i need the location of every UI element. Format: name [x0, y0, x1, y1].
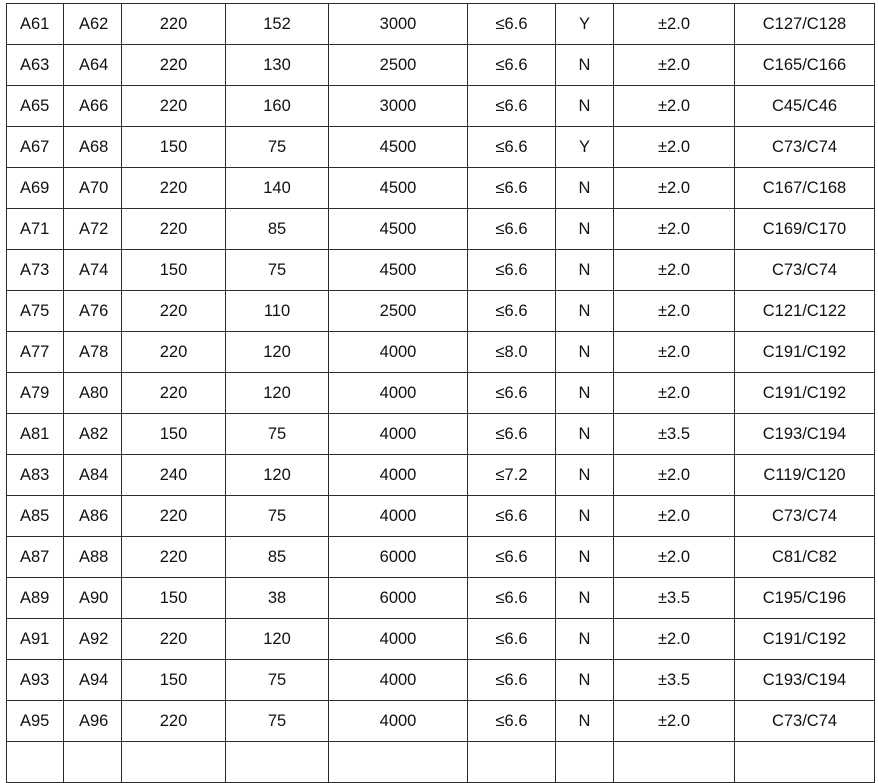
tolerance-cell: ±2.0: [614, 4, 735, 45]
code-b-cell: A96: [64, 701, 122, 742]
table-row: [7, 455, 875, 496]
value-2-cell: [226, 742, 329, 783]
value-2-cell: 75: [226, 496, 329, 537]
limit-cell: ≤6.6: [468, 619, 556, 660]
tolerance-cell: ±3.5: [614, 578, 735, 619]
reference-cell: C81/C82: [735, 537, 875, 578]
tolerance-cell: ±2.0: [614, 86, 735, 127]
flag-cell: N: [556, 619, 614, 660]
value-1-cell: 220: [122, 4, 226, 45]
flag-cell: N: [556, 209, 614, 250]
value-1-cell: [122, 742, 226, 783]
limit-cell: ≤6.6: [468, 373, 556, 414]
limit-cell: ≤6.6: [468, 168, 556, 209]
code-b-cell: A94: [64, 660, 122, 701]
flag-cell: N: [556, 578, 614, 619]
value-3-cell: 4000: [329, 414, 468, 455]
reference-cell: C167/C168: [735, 168, 875, 209]
code-a-cell: A81: [7, 414, 64, 455]
code-a-cell: A67: [7, 127, 64, 168]
limit-cell: ≤8.0: [468, 332, 556, 373]
flag-cell: N: [556, 86, 614, 127]
limit-cell: ≤6.6: [468, 45, 556, 86]
code-b-cell: A62: [64, 4, 122, 45]
flag-cell: N: [556, 701, 614, 742]
code-a-cell: A77: [7, 332, 64, 373]
value-1-cell: 220: [122, 496, 226, 537]
spec-table: [6, 3, 875, 783]
value-1-cell: 220: [122, 537, 226, 578]
tolerance-cell: ±2.0: [614, 496, 735, 537]
table-row: [7, 742, 875, 783]
tolerance-cell: ±2.0: [614, 332, 735, 373]
tolerance-cell: ±2.0: [614, 250, 735, 291]
value-2-cell: 120: [226, 619, 329, 660]
code-b-cell: A66: [64, 86, 122, 127]
table-row: [7, 168, 875, 209]
table-row: [7, 537, 875, 578]
code-a-cell: A65: [7, 86, 64, 127]
limit-cell: ≤6.6: [468, 414, 556, 455]
table-row: [7, 619, 875, 660]
value-1-cell: 220: [122, 619, 226, 660]
code-a-cell: A73: [7, 250, 64, 291]
reference-cell: [735, 742, 875, 783]
flag-cell: N: [556, 660, 614, 701]
tolerance-cell: ±2.0: [614, 168, 735, 209]
tolerance-cell: ±2.0: [614, 455, 735, 496]
value-2-cell: 152: [226, 4, 329, 45]
reference-cell: C119/C120: [735, 455, 875, 496]
value-1-cell: 220: [122, 209, 226, 250]
code-a-cell: [7, 742, 64, 783]
table-row: [7, 701, 875, 742]
value-1-cell: 220: [122, 332, 226, 373]
flag-cell: N: [556, 414, 614, 455]
code-a-cell: A79: [7, 373, 64, 414]
flag-cell: N: [556, 496, 614, 537]
value-1-cell: 150: [122, 250, 226, 291]
value-1-cell: 240: [122, 455, 226, 496]
flag-cell: [556, 742, 614, 783]
table-row: [7, 332, 875, 373]
table-row: [7, 291, 875, 332]
code-b-cell: A84: [64, 455, 122, 496]
table-row: [7, 496, 875, 537]
reference-cell: C127/C128: [735, 4, 875, 45]
value-3-cell: 2500: [329, 291, 468, 332]
value-2-cell: 120: [226, 373, 329, 414]
value-1-cell: 150: [122, 660, 226, 701]
limit-cell: ≤6.6: [468, 578, 556, 619]
reference-cell: C191/C192: [735, 373, 875, 414]
tolerance-cell: ±3.5: [614, 414, 735, 455]
value-2-cell: 120: [226, 455, 329, 496]
code-a-cell: A87: [7, 537, 64, 578]
reference-cell: C191/C192: [735, 619, 875, 660]
value-3-cell: 4000: [329, 619, 468, 660]
reference-cell: C73/C74: [735, 250, 875, 291]
value-2-cell: 75: [226, 250, 329, 291]
reference-cell: C193/C194: [735, 660, 875, 701]
code-b-cell: A68: [64, 127, 122, 168]
table-row: [7, 578, 875, 619]
value-1-cell: 220: [122, 373, 226, 414]
limit-cell: ≤6.6: [468, 701, 556, 742]
code-b-cell: A86: [64, 496, 122, 537]
limit-cell: ≤6.6: [468, 86, 556, 127]
value-3-cell: 4000: [329, 660, 468, 701]
limit-cell: ≤7.2: [468, 455, 556, 496]
flag-cell: N: [556, 250, 614, 291]
reference-cell: C73/C74: [735, 127, 875, 168]
value-1-cell: 150: [122, 578, 226, 619]
limit-cell: ≤6.6: [468, 537, 556, 578]
code-a-cell: A89: [7, 578, 64, 619]
value-2-cell: 75: [226, 127, 329, 168]
value-1-cell: 220: [122, 45, 226, 86]
reference-cell: C193/C194: [735, 414, 875, 455]
code-b-cell: A72: [64, 209, 122, 250]
value-3-cell: 4000: [329, 332, 468, 373]
table-row: [7, 660, 875, 701]
value-3-cell: 4000: [329, 455, 468, 496]
limit-cell: [468, 742, 556, 783]
code-b-cell: A82: [64, 414, 122, 455]
value-1-cell: 220: [122, 701, 226, 742]
table-row: [7, 209, 875, 250]
table-row: [7, 86, 875, 127]
reference-cell: C165/C166: [735, 45, 875, 86]
code-a-cell: A71: [7, 209, 64, 250]
reference-cell: C73/C74: [735, 496, 875, 537]
code-b-cell: A80: [64, 373, 122, 414]
spec-table-container: [6, 3, 874, 783]
value-2-cell: 75: [226, 660, 329, 701]
table-row: [7, 250, 875, 291]
code-a-cell: A61: [7, 4, 64, 45]
table-row: [7, 127, 875, 168]
code-b-cell: A78: [64, 332, 122, 373]
value-2-cell: 130: [226, 45, 329, 86]
code-a-cell: A69: [7, 168, 64, 209]
value-2-cell: 140: [226, 168, 329, 209]
flag-cell: Y: [556, 127, 614, 168]
value-3-cell: 4500: [329, 250, 468, 291]
code-b-cell: [64, 742, 122, 783]
reference-cell: C195/C196: [735, 578, 875, 619]
flag-cell: N: [556, 168, 614, 209]
code-a-cell: A83: [7, 455, 64, 496]
tolerance-cell: ±2.0: [614, 619, 735, 660]
limit-cell: ≤6.6: [468, 127, 556, 168]
flag-cell: N: [556, 537, 614, 578]
code-b-cell: A76: [64, 291, 122, 332]
reference-cell: C121/C122: [735, 291, 875, 332]
spec-table-body: [7, 4, 875, 783]
value-3-cell: 6000: [329, 578, 468, 619]
value-3-cell: [329, 742, 468, 783]
code-b-cell: A88: [64, 537, 122, 578]
value-1-cell: 150: [122, 127, 226, 168]
value-1-cell: 220: [122, 291, 226, 332]
code-b-cell: A74: [64, 250, 122, 291]
tolerance-cell: ±2.0: [614, 209, 735, 250]
table-row: [7, 4, 875, 45]
table-row: [7, 45, 875, 86]
tolerance-cell: ±2.0: [614, 127, 735, 168]
tolerance-cell: ±3.5: [614, 660, 735, 701]
code-b-cell: A90: [64, 578, 122, 619]
limit-cell: ≤6.6: [468, 291, 556, 332]
code-a-cell: A93: [7, 660, 64, 701]
value-2-cell: 85: [226, 537, 329, 578]
value-3-cell: 3000: [329, 86, 468, 127]
value-3-cell: 4000: [329, 496, 468, 537]
limit-cell: ≤6.6: [468, 496, 556, 537]
value-3-cell: 4500: [329, 127, 468, 168]
reference-cell: C191/C192: [735, 332, 875, 373]
reference-cell: C169/C170: [735, 209, 875, 250]
limit-cell: ≤6.6: [468, 4, 556, 45]
code-a-cell: A85: [7, 496, 64, 537]
code-a-cell: A63: [7, 45, 64, 86]
code-b-cell: A64: [64, 45, 122, 86]
tolerance-cell: ±2.0: [614, 537, 735, 578]
flag-cell: N: [556, 332, 614, 373]
value-1-cell: 150: [122, 414, 226, 455]
value-3-cell: 3000: [329, 4, 468, 45]
value-3-cell: 4500: [329, 209, 468, 250]
flag-cell: N: [556, 373, 614, 414]
value-2-cell: 120: [226, 332, 329, 373]
limit-cell: ≤6.6: [468, 660, 556, 701]
value-2-cell: 75: [226, 701, 329, 742]
tolerance-cell: ±2.0: [614, 291, 735, 332]
value-3-cell: 6000: [329, 537, 468, 578]
tolerance-cell: [614, 742, 735, 783]
value-2-cell: 75: [226, 414, 329, 455]
value-3-cell: 2500: [329, 45, 468, 86]
value-3-cell: 4500: [329, 168, 468, 209]
limit-cell: ≤6.6: [468, 209, 556, 250]
value-3-cell: 4000: [329, 701, 468, 742]
code-a-cell: A91: [7, 619, 64, 660]
limit-cell: ≤6.6: [468, 250, 556, 291]
value-2-cell: 38: [226, 578, 329, 619]
tolerance-cell: ±2.0: [614, 373, 735, 414]
reference-cell: C45/C46: [735, 86, 875, 127]
code-a-cell: A75: [7, 291, 64, 332]
code-b-cell: A92: [64, 619, 122, 660]
reference-cell: C73/C74: [735, 701, 875, 742]
value-2-cell: 110: [226, 291, 329, 332]
flag-cell: Y: [556, 4, 614, 45]
flag-cell: N: [556, 45, 614, 86]
code-b-cell: A70: [64, 168, 122, 209]
tolerance-cell: ±2.0: [614, 45, 735, 86]
table-row: [7, 414, 875, 455]
code-a-cell: A95: [7, 701, 64, 742]
tolerance-cell: ±2.0: [614, 701, 735, 742]
value-1-cell: 220: [122, 168, 226, 209]
flag-cell: N: [556, 291, 614, 332]
table-row: [7, 373, 875, 414]
flag-cell: N: [556, 455, 614, 496]
value-2-cell: 160: [226, 86, 329, 127]
value-3-cell: 4000: [329, 373, 468, 414]
value-1-cell: 220: [122, 86, 226, 127]
value-2-cell: 85: [226, 209, 329, 250]
